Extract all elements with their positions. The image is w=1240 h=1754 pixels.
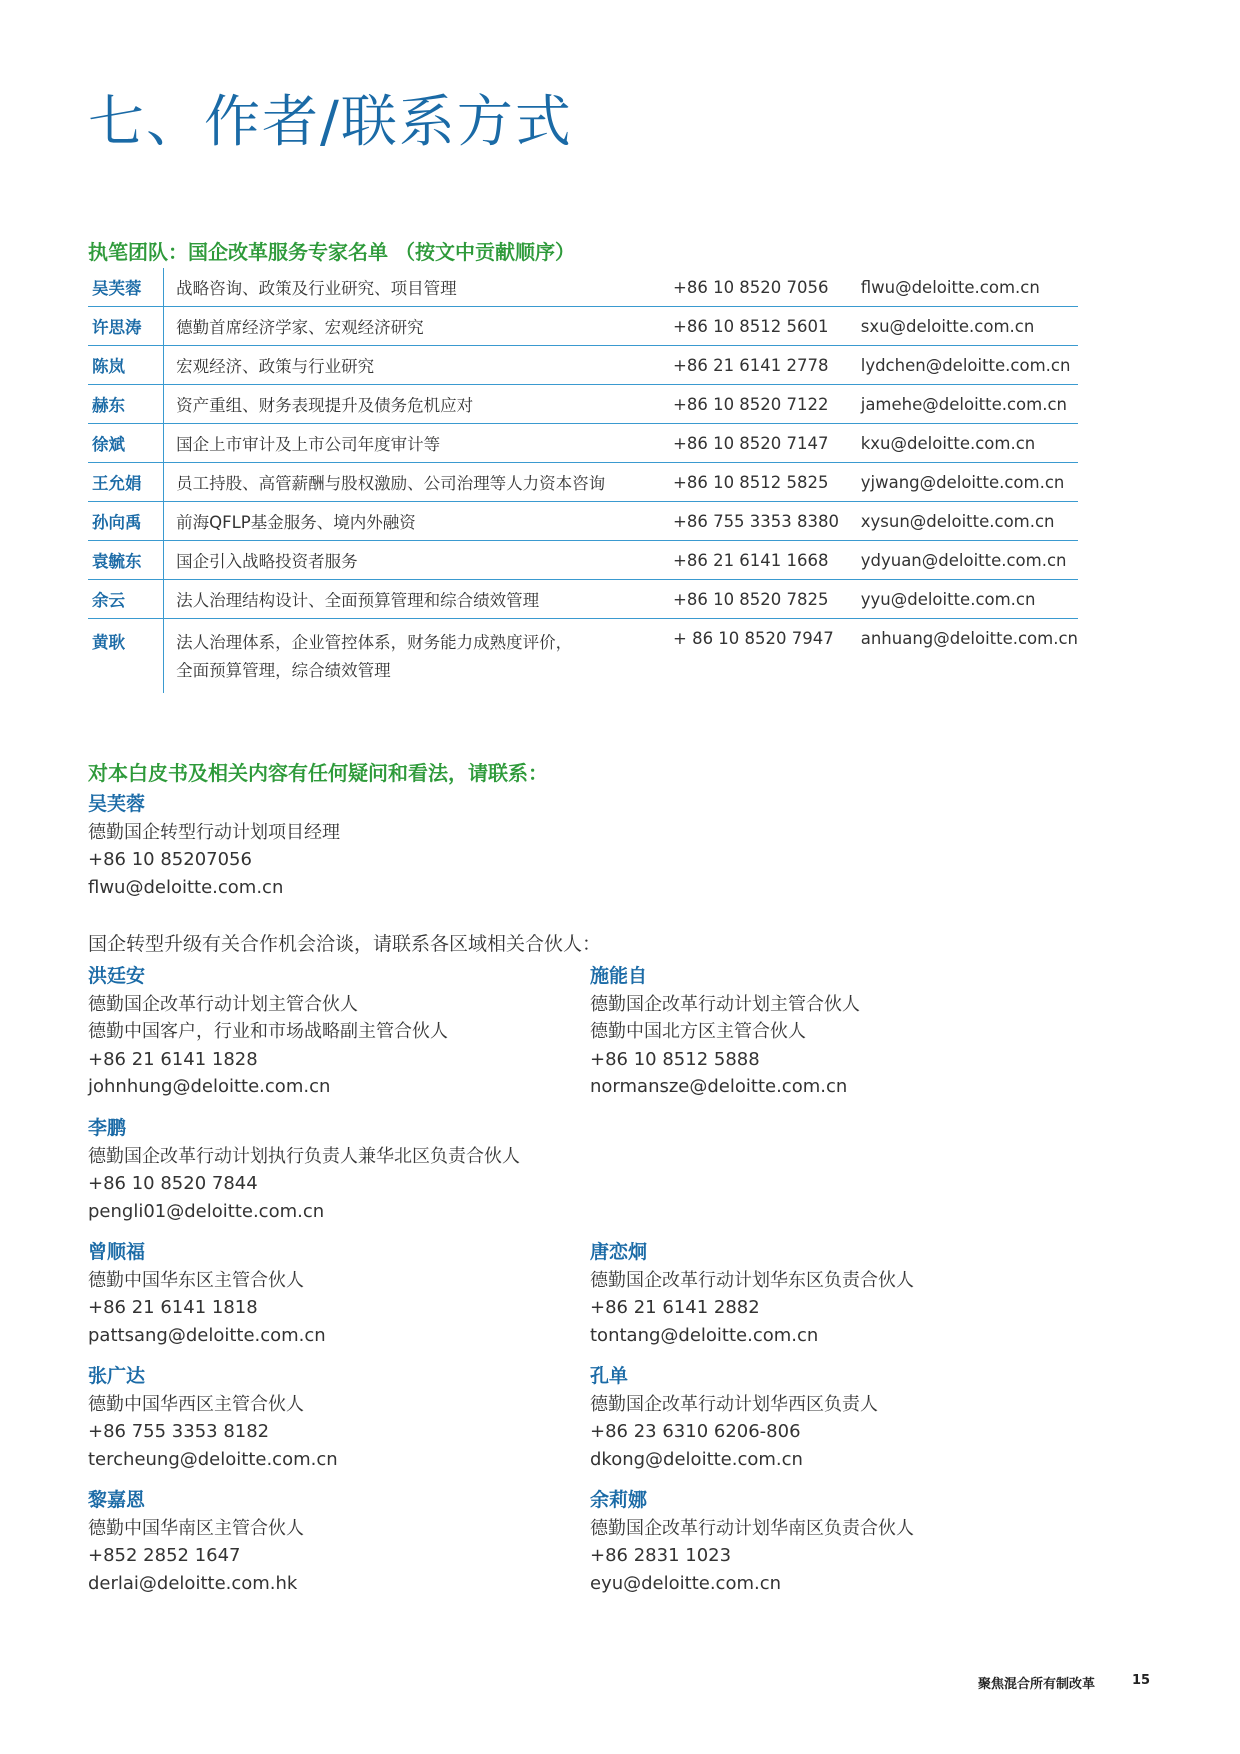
table-row (88, 541, 1078, 580)
member-area: 国企上市审计及上市公司年度审计等 (176, 435, 441, 454)
member-area: 战略咨询、政策及行业研究、项目管理 (176, 279, 457, 298)
member-email[interactable]: xysun@deloitte.com.cn (860, 511, 1055, 531)
partner-title: 德勤国企改革行动计划华东区负责合伙人 (590, 1269, 914, 1291)
member-area: 法人治理体系，企业管控体系，财务能力成熟度评价， (176, 633, 573, 652)
member-email[interactable]: yyu@deloitte.com.cn (860, 589, 1036, 609)
partner-name: 黎嘉恩 (88, 1489, 146, 1511)
member-name: 王允娟 (88, 463, 164, 502)
partner-card (590, 1363, 878, 1473)
member-email[interactable]: ydyuan@deloitte.com.cn (860, 550, 1067, 570)
partner-phone: +86 2831 1023 (590, 1545, 732, 1566)
table-row (88, 268, 1078, 307)
partner-card (88, 1363, 338, 1473)
partner-email[interactable]: johnhung@deloitte.com.cn (88, 1076, 331, 1097)
partner-title: 德勤中国华东区主管合伙人 (88, 1269, 304, 1291)
member-phone: +86 10 8520 7056 (673, 277, 829, 297)
partner-title: 德勤中国北方区主管合伙人 (590, 1021, 806, 1042)
partner-name: 曾顺福 (88, 1241, 146, 1263)
partner-name: 李鹏 (88, 1117, 127, 1139)
partner-card (88, 1115, 520, 1225)
partner-title: 德勤国企改革行动计划华南区负责合伙人 (590, 1517, 914, 1539)
partner-email[interactable]: derlai@deloitte.com.hk (88, 1572, 298, 1594)
page-title: 七、作者/联系方式 (88, 90, 573, 155)
table-row (88, 424, 1078, 463)
member-name: 余云 (88, 580, 164, 619)
partner-card (88, 1487, 304, 1597)
partners-intro: 国企转型升级有关合作机会洽谈，请联系各区域相关合伙人： (88, 933, 602, 955)
member-name: 陈岚 (88, 346, 164, 385)
partner-title: 德勤国企改革行动计划执行负责人兼华北区负责合伙人 (88, 1145, 520, 1167)
member-email[interactable]: flwu@deloitte.com.cn (860, 277, 1040, 297)
member-phone: +86 21 6141 2778 (673, 355, 829, 375)
contact-name: 吴芙蓉 (88, 793, 146, 815)
partner-phone: +86 10 8520 7844 (88, 1173, 258, 1194)
table-row (88, 385, 1078, 424)
partner-title: 德勤国企改革行动计划主管合伙人 (88, 993, 358, 1015)
partner-name: 余莉娜 (590, 1489, 648, 1511)
member-email[interactable]: kxu@deloitte.com.cn (860, 433, 1036, 453)
member-area-continued: 全面预算管理，综合绩效管理 (176, 661, 391, 680)
member-phone: + 86 10 8520 7947 (673, 629, 834, 648)
partner-title: 德勤中国客户，行业和市场战略副主管合伙人 (88, 1021, 448, 1042)
partner-phone: +852 2852 1647 (88, 1545, 241, 1566)
partner-card (88, 1239, 326, 1349)
partner-email[interactable]: dkong@deloitte.com.cn (590, 1448, 803, 1470)
member-area-cell (164, 619, 673, 694)
partner-name: 张广达 (88, 1365, 146, 1387)
table-row (88, 619, 1078, 694)
partner-title: 德勤中国华西区主管合伙人 (88, 1393, 304, 1415)
member-phone: +86 10 8520 7825 (673, 589, 829, 609)
member-area: 德勤首席经济学家、宏观经济研究 (176, 318, 424, 337)
partner-phone: +86 21 6141 1818 (88, 1297, 258, 1318)
partner-card (590, 1487, 914, 1597)
member-phone: +86 10 8520 7147 (673, 433, 829, 453)
partner-name: 孔单 (590, 1365, 629, 1387)
partner-email[interactable]: pengli01@deloitte.com.cn (88, 1200, 325, 1222)
partner-email[interactable]: tercheung@deloitte.com.cn (88, 1448, 338, 1470)
partner-title: 德勤中国华南区主管合伙人 (88, 1517, 304, 1539)
partner-card (590, 1239, 914, 1349)
member-area: 国企引入战略投资者服务 (176, 552, 358, 571)
partner-email[interactable]: tontang@deloitte.com.cn (590, 1324, 819, 1346)
page-number: 15 (1132, 1673, 1151, 1688)
partner-title: 德勤国企改革行动计划华西区负责人 (590, 1393, 878, 1415)
member-phone: +86 755 3353 8380 (673, 511, 840, 531)
team-table (88, 268, 1078, 693)
partner-phone: +86 21 6141 2882 (590, 1297, 760, 1318)
partner-phone: +86 10 8512 5888 (590, 1048, 760, 1070)
partner-phone: +86 755 3353 8182 (88, 1421, 270, 1442)
partner-phone: +86 23 6310 6206-806 (590, 1421, 801, 1442)
main-contact (88, 791, 340, 901)
table-row (88, 307, 1078, 346)
member-name: 赫东 (88, 385, 164, 424)
contact-heading: 对本白皮书及相关内容有任何疑问和看法，请联系： (88, 761, 548, 785)
table-row (88, 463, 1078, 502)
partner-title: 德勤国企改革行动计划主管合伙人 (590, 993, 860, 1015)
member-area: 法人治理结构设计、全面预算管理和综合绩效管理 (176, 591, 540, 610)
member-area: 员工持股、高管薪酬与股权激励、公司治理等人力资本咨询 (176, 474, 606, 493)
member-name: 许思涛 (88, 307, 164, 346)
member-name: 袁毓东 (88, 541, 164, 580)
member-phone: +86 10 8512 5601 (673, 316, 829, 336)
contact-phone: +86 10 85207056 (88, 849, 252, 870)
partner-email[interactable]: eyu@deloitte.com.cn (590, 1572, 782, 1594)
partner-phone: +86 21 6141 1828 (88, 1048, 258, 1070)
member-email[interactable]: anhuang@deloitte.com.cn (860, 629, 1078, 648)
partner-name: 施能自 (590, 965, 648, 987)
member-name: 孙向禹 (88, 502, 164, 541)
member-email[interactable]: lydchen@deloitte.com.cn (860, 355, 1071, 375)
partner-email[interactable]: normansze@deloitte.com.cn (590, 1076, 848, 1097)
partner-name: 洪廷安 (88, 965, 146, 987)
member-area: 前海QFLP基金服务、境内外融资 (176, 513, 416, 532)
partner-card (88, 963, 448, 1101)
partner-card (590, 963, 860, 1101)
contact-title: 德勤国企转型行动计划项目经理 (88, 821, 340, 843)
table-row (88, 580, 1078, 619)
partner-email[interactable]: pattsang@deloitte.com.cn (88, 1324, 326, 1346)
table-row (88, 502, 1078, 541)
partner-name: 唐恋炯 (590, 1241, 648, 1263)
member-area: 资产重组、财务表现提升及债务危机应对 (176, 396, 474, 415)
contact-email[interactable]: flwu@deloitte.com.cn (88, 876, 284, 898)
member-email[interactable]: jamehe@deloitte.com.cn (860, 394, 1068, 414)
footer-title: 聚焦混合所有制改革 (978, 1677, 1096, 1692)
member-phone: +86 21 6141 1668 (673, 550, 829, 570)
member-name: 黄耿 (88, 619, 164, 694)
member-area: 宏观经济、政策与行业研究 (176, 357, 375, 376)
table-row (88, 346, 1078, 385)
member-name: 徐斌 (88, 424, 164, 463)
member-phone: +86 10 8520 7122 (673, 394, 829, 414)
member-phone: +86 10 8512 5825 (673, 472, 829, 492)
member-email[interactable]: yjwang@deloitte.com.cn (860, 472, 1065, 492)
team-heading: 执笔团队：国企改革服务专家名单 （按文中贡献顺序） (88, 240, 575, 264)
member-email[interactable]: sxu@deloitte.com.cn (860, 316, 1035, 336)
member-name: 吴芙蓉 (88, 268, 164, 307)
